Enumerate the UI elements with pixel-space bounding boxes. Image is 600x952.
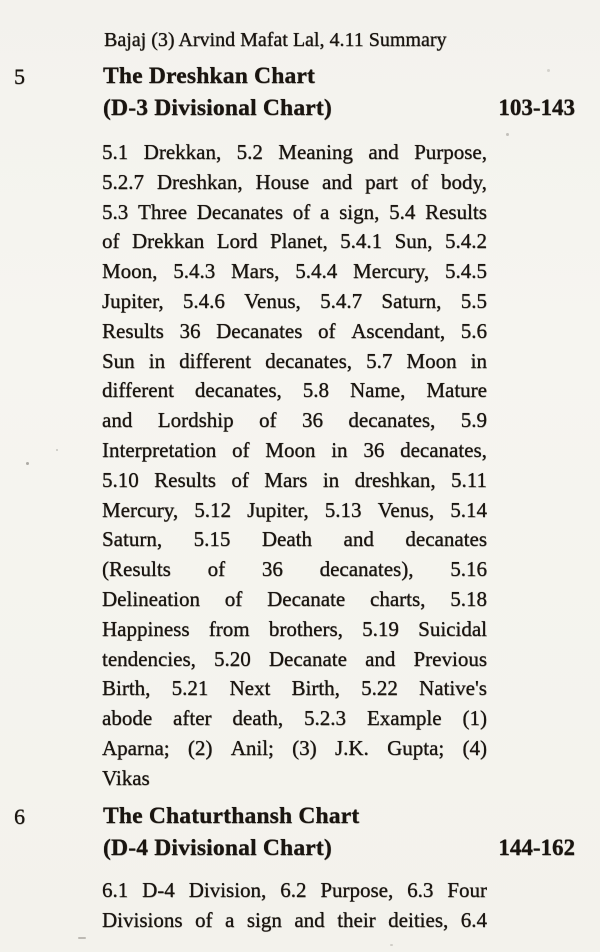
body-line: Delineation of Decanate charts, 5.18 [102,586,487,611]
body-line: Birth, 5.21 Next Birth, 5.22 Native's [102,676,487,701]
scan-speck [56,449,58,451]
body-line: Results 36 Decanates of Ascendant, 5.6 [102,318,487,343]
continuation-line: Bajaj (3) Arvind Mafat Lal, 4.11 Summary [104,29,447,51]
scan-speck [506,133,509,136]
body-line: 5.1 Drekkan, 5.2 Meaning and Purpose, [102,140,487,164]
entry-page-range: 144-162 [498,835,575,860]
body-line: Interpretation of Moon in 36 decanates, [102,437,487,462]
entry-title-line1: The Dreshkan Chart [103,63,316,89]
body-line: Vikas [102,765,150,790]
scan-speck [78,937,86,939]
body-line: Moon, 5.4.3 Mars, 5.4.4 Mercury, 5.4.5 [102,259,487,284]
body-line: Sun in different decanates, 5.7 Moon in [102,348,487,373]
body-line: tendencies, 5.20 Decanate and Previous [102,646,487,671]
scan-speck [390,944,393,946]
scan-speck [547,69,550,72]
entry-body [102,876,487,936]
toc-entry-dreshkan [0,60,600,794]
body-line: 5.2.7 Dreshkan, House and part of body, [102,169,487,194]
body-line: 5.3 Three Decanates of a sign, 5.4 Results [102,199,487,224]
body-line: Divisions of a sign and their deities, 6.4 [102,907,487,932]
body-line: Saturn, 5.15 Death and decanates [102,527,487,552]
body-line: and Lordship of 36 decanates, 5.9 [102,408,487,433]
entry-title-line2: (D-4 Divisional Chart) [103,835,332,861]
body-line: 6.1 D-4 Division, 6.2 Purpose, 6.3 Four [102,878,487,902]
entry-number: 5 [14,64,25,89]
body-line: 5.10 Results of Mars in dreshkan, 5.11 [102,467,487,492]
entry-number: 6 [14,804,25,829]
entry-body [102,138,487,794]
body-line: Jupiter, 5.4.6 Venus, 5.4.7 Saturn, 5.5 [102,288,487,313]
body-line: of Drekkan Lord Planet, 5.4.1 Sun, 5.4.2 [102,229,487,254]
scan-speck [26,462,29,465]
body-line: Aparna; (2) Anil; (3) J.K. Gupta; (4) [102,735,487,760]
body-line: Happiness from brothers, 5.19 Suicidal [102,616,487,641]
entry-page-range: 103-143 [498,95,575,120]
toc-entry-chaturthansh [0,800,600,936]
body-line: (Results of 36 decanates), 5.16 [102,557,487,582]
body-line: abode after death, 5.2.3 Example (1) [102,706,487,731]
entry-title-line1: The Chaturthansh Chart [103,803,360,829]
body-line: Mercury, 5.12 Jupiter, 5.13 Venus, 5.14 [102,497,487,522]
entry-title-line2: (D-3 Divisional Chart) [103,95,332,121]
body-line: different decanates, 5.8 Name, Mature [102,378,487,403]
